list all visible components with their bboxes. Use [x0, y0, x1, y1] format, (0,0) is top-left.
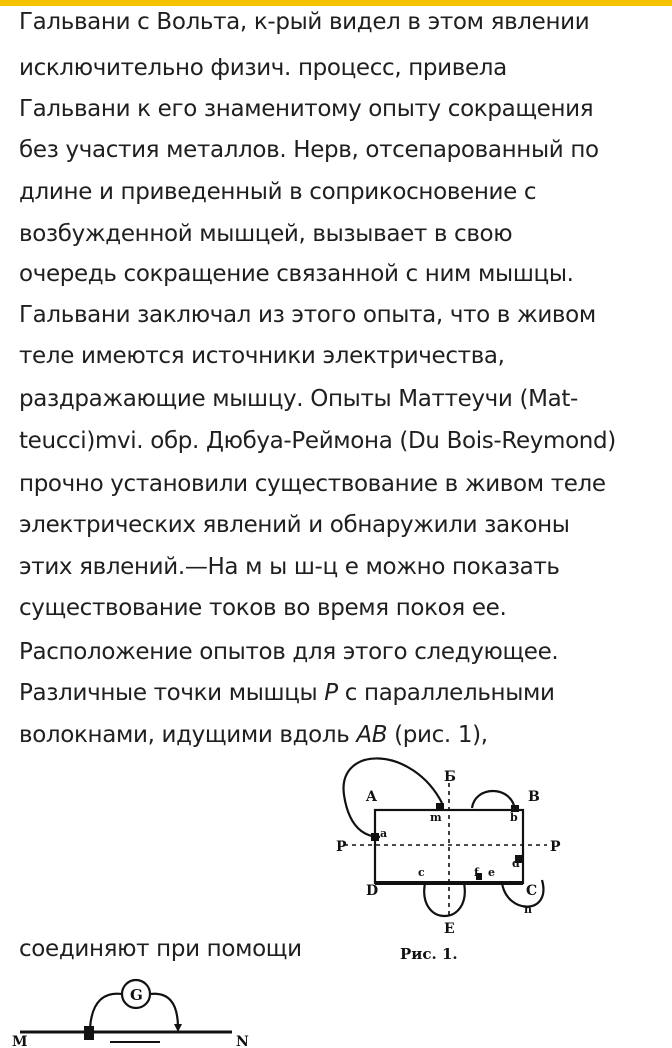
label-e-bottom: Е — [444, 921, 455, 937]
text-line: Расположение опытов для этого следующее. — [19, 639, 559, 665]
label-d-small: d — [512, 857, 520, 870]
text-line: очередь сокращение связанной с ним мышцы. — [19, 261, 574, 287]
text-line: электрических явлений и обнаружили законы — [19, 512, 570, 538]
label-m: m — [430, 811, 442, 824]
electrode-left — [84, 1026, 94, 1040]
text-line: возбужденной мышцей, вызывает в свою — [19, 221, 513, 247]
text-line: раздражающие мышцу. Опыты Маттеучи (Mat- — [19, 386, 578, 412]
text-line: исключительно физич. процесс, привела — [19, 55, 507, 81]
text-line: этих явлений.—На м ы ш-ц е можно показать — [19, 554, 560, 580]
label-b-small: b — [510, 811, 518, 824]
wire-arc-top-right — [472, 791, 515, 810]
text-line: прочно установили существование в живом теле — [19, 471, 606, 497]
text-line: Гальвани с Вольта, к-рый видел в этом явлении — [19, 9, 590, 35]
contact-point-a — [371, 833, 379, 841]
text-line: без участия металлов. Нерв, отсепарованный по — [19, 137, 599, 163]
text-segment: волокнами, идущими вдоль — [19, 722, 357, 748]
top-accent-bar — [0, 0, 672, 6]
wire-left — [90, 994, 122, 1028]
text-line — [19, 678, 555, 708]
text-segment: Различные точки мышцы — [19, 680, 325, 706]
italic-symbol: AB — [356, 722, 388, 748]
text-line: существование токов во время покоя ее. — [19, 595, 507, 621]
text-line: Гальвани к его знаменитому опыту сокращения — [19, 96, 594, 122]
figure-1-diagram — [332, 755, 572, 965]
figure-1-caption: Рис. 1. — [400, 945, 458, 963]
label-m-fig2: M — [12, 1034, 28, 1048]
wire-arc-left — [344, 758, 442, 837]
label-c-small: c — [418, 866, 425, 879]
label-e-top: Б — [444, 769, 456, 785]
label-c: C — [526, 883, 538, 899]
label-e-small: e — [488, 866, 495, 879]
figure-2-diagram — [10, 970, 260, 1048]
label-b: B — [528, 789, 540, 805]
text-segment: с параллельными — [337, 680, 555, 706]
label-n-fig2: N — [236, 1034, 249, 1048]
text-line: teucci)mvi. обр. Дюбуа-Реймона (Du Bois-Reymond) — [19, 428, 616, 454]
continuation-text: соединяют при помощи — [19, 936, 302, 962]
wire-right — [150, 994, 178, 1028]
label-p-left: P — [336, 839, 347, 855]
text-line — [19, 720, 488, 750]
label-n: n — [524, 903, 532, 916]
label-f: f — [474, 866, 479, 879]
italic-symbol: P — [324, 680, 338, 706]
text-segment: (рис. 1), — [387, 722, 488, 748]
label-galvanometer: G — [130, 986, 143, 1004]
wire-arc-bottom — [424, 883, 465, 916]
text-line: длине и приведенный в соприкосновение с — [19, 179, 537, 205]
text-line: Гальвани заключал из этого опыта, что в живом — [19, 302, 596, 328]
label-a-small: a — [380, 827, 388, 840]
label-p-right: P — [550, 839, 561, 855]
label-d: D — [366, 883, 379, 899]
text-line: теле имеются источники электричества, — [19, 343, 505, 369]
contact-point-m — [436, 803, 444, 810]
label-a: A — [366, 789, 377, 805]
